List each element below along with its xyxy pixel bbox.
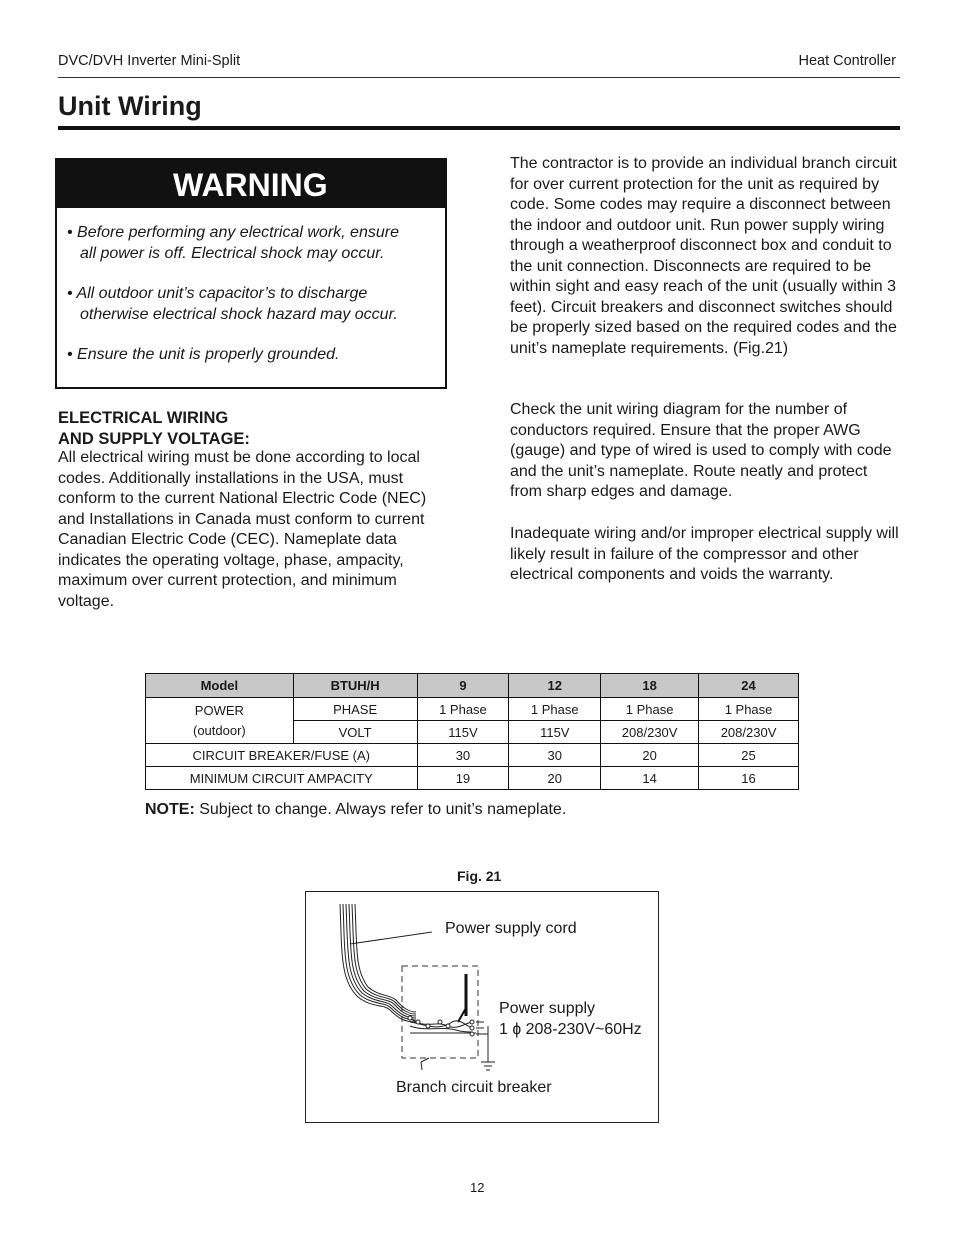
header-rule xyxy=(58,77,900,78)
table-header-cell: 24 xyxy=(699,674,799,698)
table-header-cell: Model xyxy=(146,674,294,698)
table-cell: 20 xyxy=(601,744,699,767)
page-title: Unit Wiring xyxy=(58,91,202,121)
supply-spec-label: 1 ɸ 208-230V~60Hz xyxy=(499,1021,642,1038)
figure-caption: Fig. 21 xyxy=(457,868,502,884)
electrical-paragraph: All electrical wiring must be done according to local codes. Additionally installations in the USA, must conform to the current National Electric Code (NEC) and Installations in Canada must conform to current Canadian Electric Code (CEC). Nameplate data indicates the operating voltage, phase, ampacity, maximum over current protection, and minimum voltage. xyxy=(58,449,427,610)
cord-label: Power supply cord xyxy=(445,920,577,937)
warning-item xyxy=(67,345,437,366)
table-cell: 1 Phase xyxy=(417,698,509,721)
power-sublabel: (outdoor) xyxy=(192,722,246,738)
power-label: POWER xyxy=(194,702,244,718)
note-label: NOTE: xyxy=(145,801,195,818)
breaker-leader-line xyxy=(421,1058,429,1062)
table-cell: MINIMUM CIRCUIT AMPACITY xyxy=(146,767,418,790)
warning-item xyxy=(67,284,437,325)
header-left: DVC/DVH Inverter Mini-Split xyxy=(58,53,241,69)
table-header-cell: BTUH/H xyxy=(293,674,417,698)
power-cord xyxy=(340,904,416,1022)
ground-symbol xyxy=(476,1022,495,1070)
table-cell: 25 xyxy=(699,744,799,767)
section-heading-line: AND SUPPLY VOLTAGE: xyxy=(58,429,250,448)
table-cell: PHASE xyxy=(293,698,417,721)
table-header-row xyxy=(146,674,799,698)
power-label-cell xyxy=(146,698,294,744)
warning-item-text: all power is off. Electrical shock may occur. xyxy=(80,244,385,262)
warning-box xyxy=(55,158,447,389)
title-rule xyxy=(58,126,900,130)
table-cell: 115V xyxy=(509,721,601,744)
table-row xyxy=(146,744,799,767)
table-cell: 20 xyxy=(509,767,601,790)
right-paragraph-2: Check the unit wiring diagram for the number of conductors required. Ensure that the proper AWG (gauge) and type of wired is used to comply with code and the unit’s nameplate. Route neatly and protect from sharp edges and damage. xyxy=(510,401,892,500)
section-heading xyxy=(58,408,250,449)
table-header-cell: 9 xyxy=(417,674,509,698)
breaker-label: Branch circuit breaker xyxy=(396,1079,552,1096)
table-cell: 30 xyxy=(509,744,601,767)
header-right: Heat Controller xyxy=(798,53,896,69)
warning-item-text: • Ensure the unit is properly grounded. xyxy=(67,346,340,363)
supply-label: Power supply xyxy=(499,1000,596,1017)
breaker-wires xyxy=(410,1018,476,1033)
table-cell: 208/230V xyxy=(699,721,799,744)
table-cell: 19 xyxy=(417,767,509,790)
table-cell: 208/230V xyxy=(601,721,699,744)
table-header-cell: 12 xyxy=(509,674,601,698)
table-cell: 1 Phase xyxy=(699,698,799,721)
table-cell: 14 xyxy=(601,767,699,790)
page-number: 12 xyxy=(470,1180,485,1195)
table-cell: 16 xyxy=(699,767,799,790)
table-cell: CIRCUIT BREAKER/FUSE (A) xyxy=(146,744,418,767)
table-row xyxy=(146,767,799,790)
cord-leader-line xyxy=(350,932,432,944)
table-note xyxy=(145,801,566,819)
table-cell: 30 xyxy=(417,744,509,767)
table-row xyxy=(146,698,799,721)
section-heading-line: ELECTRICAL WIRING xyxy=(58,409,229,427)
table-header-cell: 18 xyxy=(601,674,699,698)
right-paragraph-3: Inadequate wiring and/or improper electrical supply will likely result in failure of the compressor and other electrical components and voids the warranty. xyxy=(510,525,899,583)
table-cell: 115V xyxy=(417,721,509,744)
warning-item-text: • All outdoor unit’s capacitor’s to discharge xyxy=(67,285,368,302)
wiring-figure xyxy=(305,891,659,1123)
note-text: Subject to change. Always refer to unit’s nameplate. xyxy=(194,801,567,818)
warning-item-text: otherwise electrical shock hazard may occur. xyxy=(80,305,398,323)
spec-table xyxy=(145,673,799,790)
table-cell: 1 Phase xyxy=(601,698,699,721)
table-cell: 1 Phase xyxy=(509,698,601,721)
right-paragraph-1: The contractor is to provide an individual branch circuit for over current protection for the unit as required by code. Some codes may require a disconnect between the indoor and outdoor unit. Run power supply wiring through a weatherproof disconnect box and conduit to the unit connection. Disconnects are required to be within sight and easy reach of the unit (usually within 3 feet). Circuit breakers and disconnect switches should be properly sized based on the required codes and the unit’s nameplate requirements. (Fig.21) xyxy=(510,155,897,357)
table-cell: VOLT xyxy=(293,721,417,744)
warning-heading: WARNING xyxy=(57,160,445,208)
warning-item-text: • Before performing any electrical work, ensure xyxy=(67,224,399,241)
warning-item xyxy=(67,223,437,264)
